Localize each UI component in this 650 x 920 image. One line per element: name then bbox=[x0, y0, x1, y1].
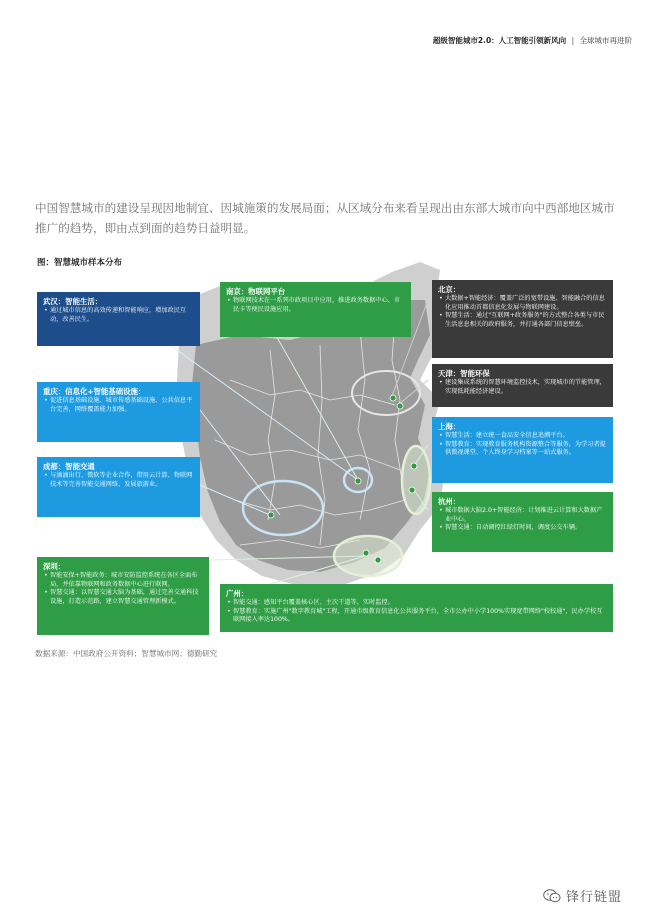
data-source: 数据来源：中国政府公开资料；智慧城市网；德勤研究 bbox=[35, 649, 218, 658]
box-hangzhou-item-1: • 城市数据大脑2.0+智能经济：计划推进云计算和大数据产业中心。 bbox=[438, 507, 607, 524]
box-guangzhou-item-1: • 智能交通：感知平台覆盖核心区、主次干道等，实时监控。 bbox=[226, 599, 607, 608]
box-shanghai bbox=[432, 417, 613, 483]
box-beijing-item-1: • 大数据+智能经济：覆盖广泛的宽带设施、智能融合的信息化应用推动首都信息化发展与物联网建设。 bbox=[438, 295, 607, 312]
guangzhou-dot bbox=[363, 550, 369, 556]
box-beijing-item-2: • 智慧生活：通过"互联网+政务服务"的方式整合各类与市民生活息息相关的政府服务，并打通各部门信息壁垒。 bbox=[438, 312, 607, 329]
box-guangzhou-item-2: • 智慧教育：实施广州"数字教育城"工程，开通市级教育信息化公共服务平台，全市公办中小学100%实现宽带网络"校校通"，民办学校互联网接入率达100%。 bbox=[226, 608, 607, 625]
shenzhen-dot bbox=[375, 557, 381, 563]
box-shenzhen-item-1: • 智能安保+智能政务：城市安防监控系统在各区全面布局，并依靠物联网和政务数据中心进行联网。 bbox=[43, 572, 203, 589]
header-subtitle: 全球城市再进阶 bbox=[579, 36, 632, 45]
box-shanghai-title: 上海： bbox=[438, 422, 461, 431]
box-hangzhou bbox=[432, 492, 613, 552]
box-tianjin-item: • 建设集成系统的智慧环境监控技术，实现城市的节能管理，实现低耗能经济建设。 bbox=[438, 379, 607, 396]
box-beijing bbox=[432, 280, 613, 358]
intro-paragraph: 中国智慧城市的建设呈现因地制宜、因城施策的发展局面；从区域分布来看呈现出由东部大城市向中西部地区城市推广的趋势，即由点到面的趋势日益明显。 bbox=[35, 201, 615, 235]
hangzhou-dot bbox=[409, 487, 415, 493]
box-chongqing bbox=[37, 382, 200, 442]
box-wuhan bbox=[37, 292, 200, 346]
box-hangzhou-title: 杭州： bbox=[438, 497, 461, 506]
guangzhou-ellipse bbox=[334, 536, 402, 576]
box-chongqing-item: • 促进信息基础设施、城市传感基础设施、公共信息平台完善，网络覆盖能力加强。 bbox=[43, 397, 194, 414]
box-shenzhen-title: 深圳： bbox=[43, 562, 66, 571]
box-nanjing-item: • 物联网技术在一系列市政项目中应用，推进政务数据中心、市民卡等便民设施应用。 bbox=[226, 297, 405, 314]
beijing-dot bbox=[390, 395, 396, 401]
box-tianjin bbox=[432, 364, 613, 407]
figure-title: 图：智慧城市样本分布 bbox=[37, 258, 123, 268]
wuhan-dot bbox=[355, 478, 361, 484]
tianjin-dot bbox=[397, 403, 403, 409]
box-shenzhen-item-2: • 智慧交通：以智慧交通大脑为基础，通过完善交通科技设施，打造示范路，建立智慧交通管理新模式。 bbox=[43, 589, 203, 606]
box-guangzhou bbox=[220, 584, 613, 632]
box-chengdu bbox=[37, 457, 200, 517]
watermark-text: 锋行链盟 bbox=[565, 890, 622, 905]
box-shenzhen bbox=[37, 557, 209, 635]
map-provinces bbox=[192, 300, 430, 572]
box-chengdu-item: • 与滴滴出行、微软等企业合作，借用云计算、物联网技术等完善智能交通网络、发展旅游业。 bbox=[43, 472, 194, 489]
wechat-icon bbox=[543, 889, 561, 903]
box-shanghai-item-1: • 智慧生活：建立统一食品安全信息追溯平台。 bbox=[438, 432, 607, 441]
chengdu-dot bbox=[268, 512, 274, 518]
box-guangzhou-title: 广州： bbox=[226, 589, 249, 598]
watermark bbox=[543, 886, 622, 905]
header-title: 超级智能城市2.0：人工智能引领新风向 bbox=[432, 36, 567, 45]
box-chongqing-title: 重庆：信息化+智能基础设施： bbox=[43, 387, 146, 396]
box-nanjing-title: 南京：物联网平台 bbox=[226, 287, 286, 296]
box-shanghai-item-2: • 智慧教育：实现教育服务机构资源整合等服务，为学习者提供微视课堂、个人终身学习档案等一站式服务。 bbox=[438, 441, 607, 458]
header-separator: | bbox=[571, 36, 575, 45]
box-hangzhou-item-2: • 智慧交通：自动调控红绿灯时间，调度公交车辆。 bbox=[438, 524, 607, 533]
shanghai-dot bbox=[411, 463, 417, 469]
box-chengdu-title: 成都：智能交通 bbox=[43, 462, 95, 471]
box-wuhan-title: 武汉：智能生活： bbox=[43, 297, 103, 306]
box-nanjing bbox=[220, 282, 411, 337]
box-tianjin-title: 天津：智能环保 bbox=[438, 369, 490, 378]
shanghai-ellipse bbox=[402, 446, 430, 514]
box-beijing-title: 北京： bbox=[438, 285, 461, 294]
box-wuhan-item: • 通过城市信息的高效传递和智能响应，增加政民互动，改善民生。 bbox=[43, 307, 194, 324]
